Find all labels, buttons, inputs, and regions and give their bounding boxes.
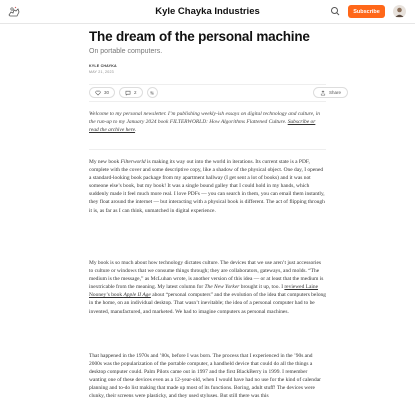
paragraph-text: is making its way out into the world in iterations. Its current state is a PDF, complete with the cover and some descriptive copy, like a shadow of the physical object. One day, I opened a standard-looking book package from my apartment hallway (I get sent a lot of books) and it was not someone else’s book, but my book! It was a single bound galley that I could hold in my hands, which suddenly made it feel much more real. I love PDFs — you can search in them, you can email them instantly, they float around the internet — but interacting with a physical book is different. The act of flipping through it is, as far as I can think, unmatched in digital experience.	[89, 159, 325, 214]
divider	[89, 149, 326, 150]
publication-title[interactable]: Kyle Chayka Industries	[155, 6, 260, 17]
share-button[interactable]	[313, 87, 348, 98]
comment-icon	[125, 90, 131, 96]
review-link-book-title[interactable]: Apple II Age	[123, 292, 151, 299]
post-date: MAY 21, 2023	[89, 70, 114, 74]
user-avatar[interactable]	[393, 5, 406, 18]
search-icon[interactable]	[329, 5, 342, 18]
top-bar	[0, 0, 415, 24]
divider	[89, 101, 326, 102]
like-count: 30	[104, 90, 110, 95]
body-paragraph	[89, 259, 326, 316]
paragraph-text: My new book	[89, 159, 121, 165]
review-link-text[interactable]: reviewed Laine Nooney’s book	[89, 284, 319, 299]
divider	[89, 84, 326, 85]
comment-count: 2	[134, 90, 137, 95]
paragraph-text: brought it up, too. I	[239, 284, 285, 291]
share-icon	[320, 90, 326, 96]
subscribe-button[interactable]: Subscribe	[348, 5, 385, 18]
post-subtitle: On portable computers.	[89, 48, 163, 55]
restack-button[interactable]	[147, 87, 158, 98]
book-title: Filterworld	[120, 159, 146, 165]
post-actions	[89, 87, 158, 98]
body-paragraph: That happened in the 1970s and ’80s, before I was born. The process that I experienced in the ’90s and 2000s was the popularization of the portable computer, a handheld device that could do all the things a desktop computer could. Palm Pilots came out in 1997 and the first BlackBerry in 1999. I remember wanting one of these devices even as a 12-year-old, when I would have had no use for the kind of calendar planning and to-do list making that made up most of its functions. Boring, adult stuff! The devices were clunky, their screens were plasticky, and they used styluses. But still there was this	[89, 353, 321, 400]
heart-icon	[95, 90, 101, 96]
intro-text: Welcome to my personal newsletter. I’m publishing weekly-ish essays on digital technology and culture, in the run-up to my January 2024 book FILTERWORLD: How Algorithms Flattened Culture.	[89, 111, 320, 126]
paragraph-text: My book is so much about how technology dictates culture. The devices that we use aren’t just accessories to culture or windows that we consume things through; they are collaborators, gateways, and molds. “The medium is the message,” as McLuhan wrote, is another version of this idea — or at least that the medium is inextricable from the meaning. My latest column for	[89, 260, 324, 291]
subscribe-archive-link[interactable]: Subscribe or read the archive here	[89, 119, 316, 134]
intro-paragraph	[89, 110, 326, 134]
body-paragraph	[89, 158, 326, 215]
like-button[interactable]	[89, 87, 115, 98]
comment-button[interactable]	[119, 87, 143, 98]
restack-icon	[149, 90, 155, 96]
paragraph-text: about “personal computers” and the evolution of the idea that computers belong in the home, on an individual desktop. That wasn’t inevitable; the idea of a personal computer had to be invented, manufactured, and marketed. We had to imagine computers as personal machines.	[89, 292, 326, 315]
post-author[interactable]: KYLE CHAYKA	[89, 64, 117, 68]
publication-name: The New Yorker	[204, 284, 240, 291]
share-label: Share	[329, 90, 342, 95]
post-title: The dream of the personal machine	[89, 29, 310, 44]
intro-text-end: .	[135, 127, 137, 134]
